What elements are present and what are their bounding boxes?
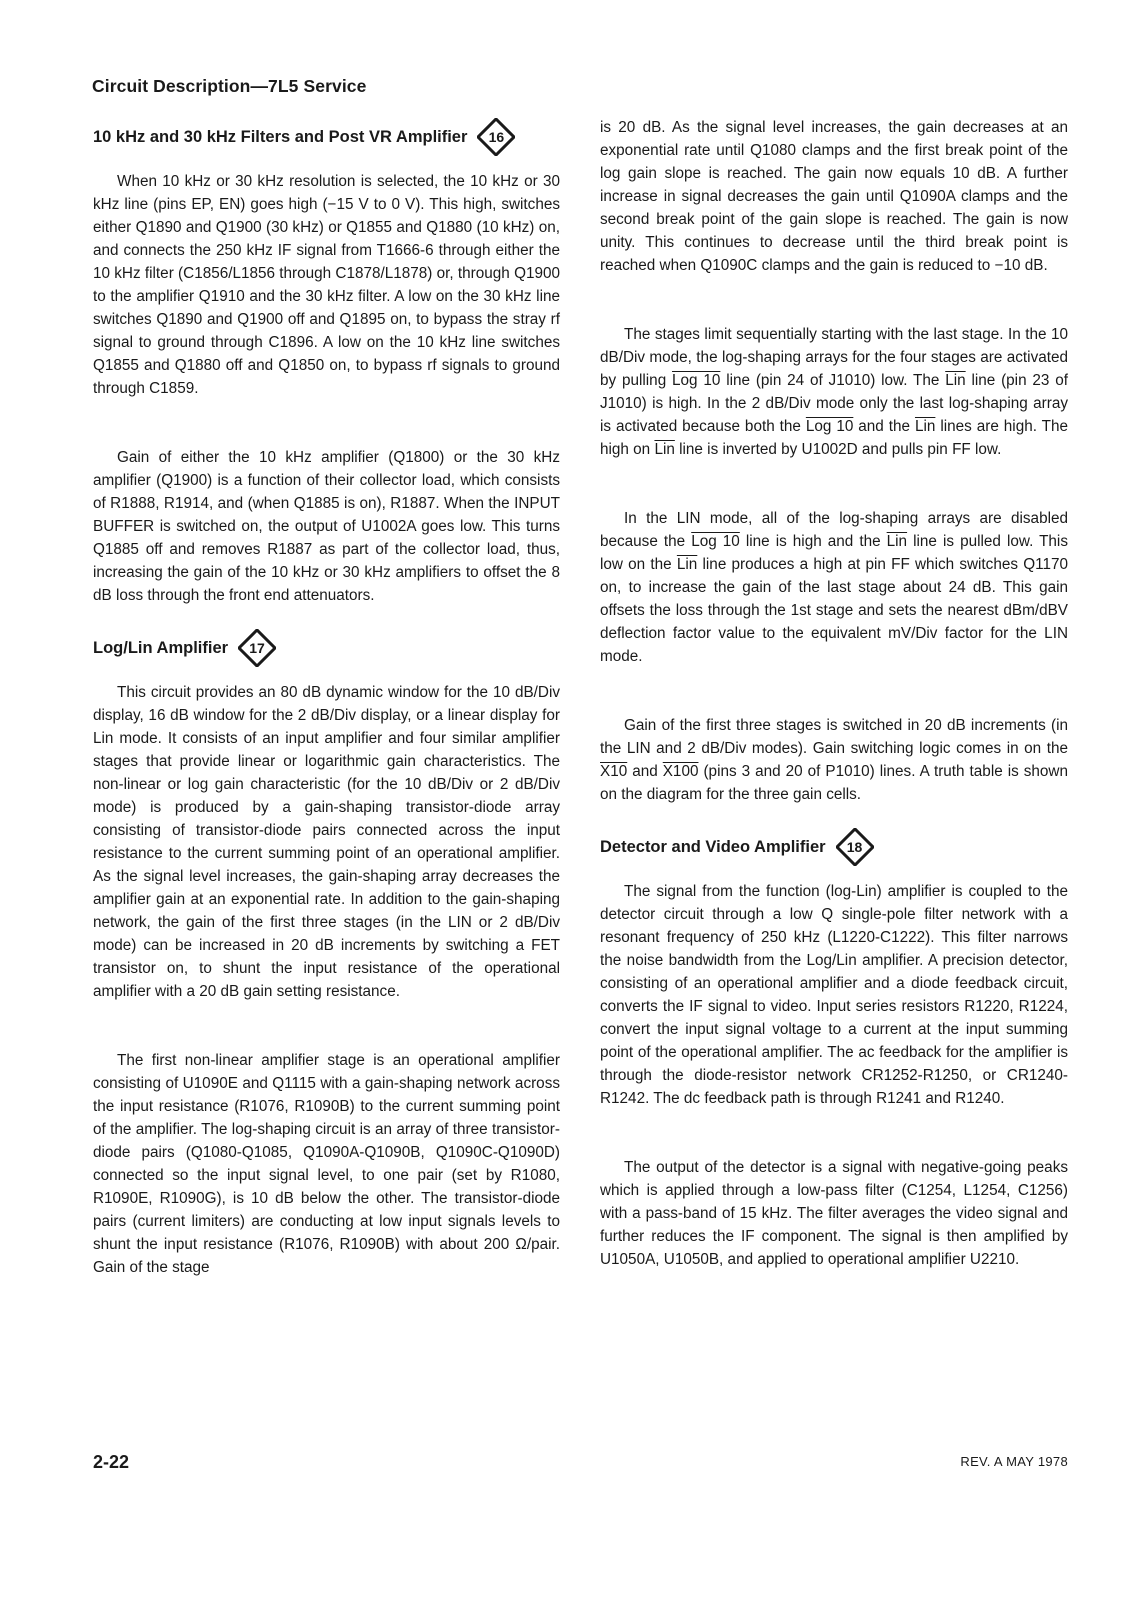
revision-label: REV. A MAY 1978: [960, 1454, 1068, 1469]
overline-signal: Log 10: [672, 372, 721, 389]
section-title-text: Detector and Video Amplifier: [600, 838, 826, 856]
paragraph: Gain of the first three stages is switched in 20 dB increments (in the LIN and 2 dB/Div modes). Gain switching logic comes in on the X10 and X100 (pins 3 and 20 of P1010) lines. A truth table is shown on the diagram for the three gain cells.: [600, 717, 1068, 803]
right-column: [600, 116, 1068, 1271]
section-title-18: [600, 828, 1068, 866]
section-title-17: [93, 629, 560, 667]
left-column: [93, 118, 560, 1279]
overline-signal: $\overline{Lin}$: [914, 418, 936, 435]
overline-signal: $\overline{Lin}$: [676, 556, 698, 573]
overline-signal: X100: [662, 763, 699, 780]
section-title-text: Log/Lin Amplifier: [93, 639, 229, 657]
paragraph: When 10 kHz or 30 kHz resolution is selected, the 10 kHz or 30 kHz line (pins EP, EN) goes high (−15 V to 0 V). This high, switches either Q1890 and Q1900 (30 kHz) or Q1855 and Q1880 (10 kHz) on, and connects the 250 kHz IF signal from T1666-6 through either the 10 kHz filter (C1856/L1856 through C1878/L1878) or, through Q1900 to the amplifier Q1910 and the 30 kHz filter. A low on the 30 kHz line switches Q1890 and Q1900 off and Q1895 on, to bypass the stray rf signal to ground through C1896. A low on the 10 kHz line switches Q1855 and Q1880 off and Q1850 on, to bypass rf signals to ground through C1859.: [93, 173, 560, 397]
page-header: Circuit Description—7L5 Service: [92, 76, 367, 96]
section-badge-diamond-icon: [836, 828, 874, 866]
overline-signal: $\overline{Lin}$: [886, 533, 908, 550]
overline-signal: Log 10: [805, 418, 854, 435]
section-title-text: 10 kHz and 30 kHz Filters and Post VR Amplifier: [93, 128, 468, 146]
paragraph: The signal from the function (log-Lin) amplifier is coupled to the detector circuit through a low Q single-pole filter network with a resonant frequency of 250 kHz (L1220-C1222). This filter narrows the noise bandwidth from the Log/Lin amplifier. A precision detector, consisting of an operational amplifier and a diode feedback circuit, converts the IF signal to video. Input series resistors R1220, R1224, convert the input signal voltage to a current at the input summing point of the operational amplifier. The ac feedback for the amplifier is through the diode-resistor network CR1252-R1250, or CR1240-R1242. The dc feedback path is through R1241 and R1240.: [600, 883, 1068, 1107]
section-badge-number: 18: [846, 839, 863, 855]
paragraph: The first non-linear amplifier stage is an operational amplifier consisting of U1090E and Q1115 with a gain-shaping network across the input resistance (R1076, R1090B) to the current summing point of the amplifier. The log-shaping circuit is an array of three transistor-diode pairs (Q1080-Q1085, Q1090A-Q1090B, Q1090C-Q1090D) connected so the input signal level, to one pair (set by R1080, R1090E, R1090G), is 10 dB below the other. The transistor-diode pairs (current limiters) are conducting at low input signals levels to shunt the input resistance (R1076, R1090B) with about 200 Ω/pair. Gain of the stage: [93, 1052, 560, 1276]
overline-signal: $\overline{Lin}$: [945, 372, 966, 389]
paragraph: Gain of either the 10 kHz amplifier (Q1800) or the 30 kHz amplifier (Q1900) is a function of their collector load, which consists of R1888, R1914, and (when Q1885 is on), R1887. When the INPUT BUFFER is switched on, the output of U1002A goes low. This turns Q1885 off and removes R1887 as part of the collector load, thus, increasing the gain of the 10 kHz or 30 kHz amplifiers to offset the 8 dB loss through the front end attenuators.: [93, 449, 560, 604]
section-title-16: [93, 118, 560, 156]
overline-signal: $\overline{Lin}$: [654, 441, 675, 458]
section-badge-number: 16: [488, 129, 505, 145]
overline-signal: Log 10: [691, 533, 740, 550]
section-badge-diamond-icon: [238, 629, 276, 667]
paragraph: This circuit provides an 80 dB dynamic window for the 10 dB/Div display, 16 dB window for the 2 dB/Div display, or a linear display for Lin mode. It consists of an input amplifier and four similar amplifier stages that provide linear or logarithmic gain characteristics. The non-linear or log gain characteristic (for the 10 dB/Div or 2 dB/Div mode) is produced by a gain-shaping transistor-diode array consisting of transistor-diode pairs connected across the input resistance to the current summing point of an operational amplifier. As the signal level increases, the gain-shaping array decreases the amplifier gain at an exponential rate. In addition to the gain-shaping network, the gain of the first three stages (in the LIN or 2 dB/Div mode) can be increased in 20 dB increments by switching a FET transistor on, to shunt the input resistance of the operational amplifier with a 20 dB gain setting resistance.: [93, 684, 560, 1000]
paragraph: is 20 dB. As the signal level increases, the gain decreases at an exponential rate until Q1080 clamps and the first break point of the log gain slope is reached. The gain now equals 10 dB. A further increase in signal decreases the gain until Q1090A clamps and the second break point of the gain slope is reached. The gain is now unity. This continues to decrease until the third break point is reached when Q1090C clamps and the gain is reduced to −10 dB.: [600, 119, 1068, 274]
paragraph: The output of the detector is a signal with negative-going peaks which is applied through a low-pass filter (C1254, L1254, C1256) with a pass-band of 15 kHz. The filter averages the video signal and further reduces the IF component. The signal is then amplified by U1050A, U1050B, and applied to operational amplifier U2210.: [600, 1159, 1068, 1268]
page-number: 2-22: [93, 1452, 130, 1472]
section-badge-diamond-icon: [477, 118, 515, 156]
paragraph: In the LIN mode, all of the log-shaping arrays are disabled because the Log 10 line is high and the $\overline{Lin}$ line is pulled low. This low on the $\overline{Lin}$ line produces a high at pin FF which switches Q1170 on, to increase the gain of the last stage about 24 dB. This gain offsets the loss through the 1st stage and sets the nearest dBm/dBV deflection factor value to the equivalent mV/Div factor for the LIN mode.: [600, 510, 1068, 665]
overline-signal: X10: [600, 763, 628, 780]
paragraph: The stages limit sequentially starting with the last stage. In the 10 dB/Div mode, the log-shaping arrays for the four stages are activated by pulling Log 10 line (pin 24 of J1010) low. The $\overline{Lin}$ line (pin 23 of J1010) is high. In the 2 dB/Div mode only the last log-shaping array is activated because both the Log 10 and the $\overline{Lin}$ lines are high. The high on $\overline{Lin}$ line is inverted by U1002D and pulls pin FF low.: [600, 326, 1068, 458]
section-badge-number: 17: [249, 640, 265, 656]
